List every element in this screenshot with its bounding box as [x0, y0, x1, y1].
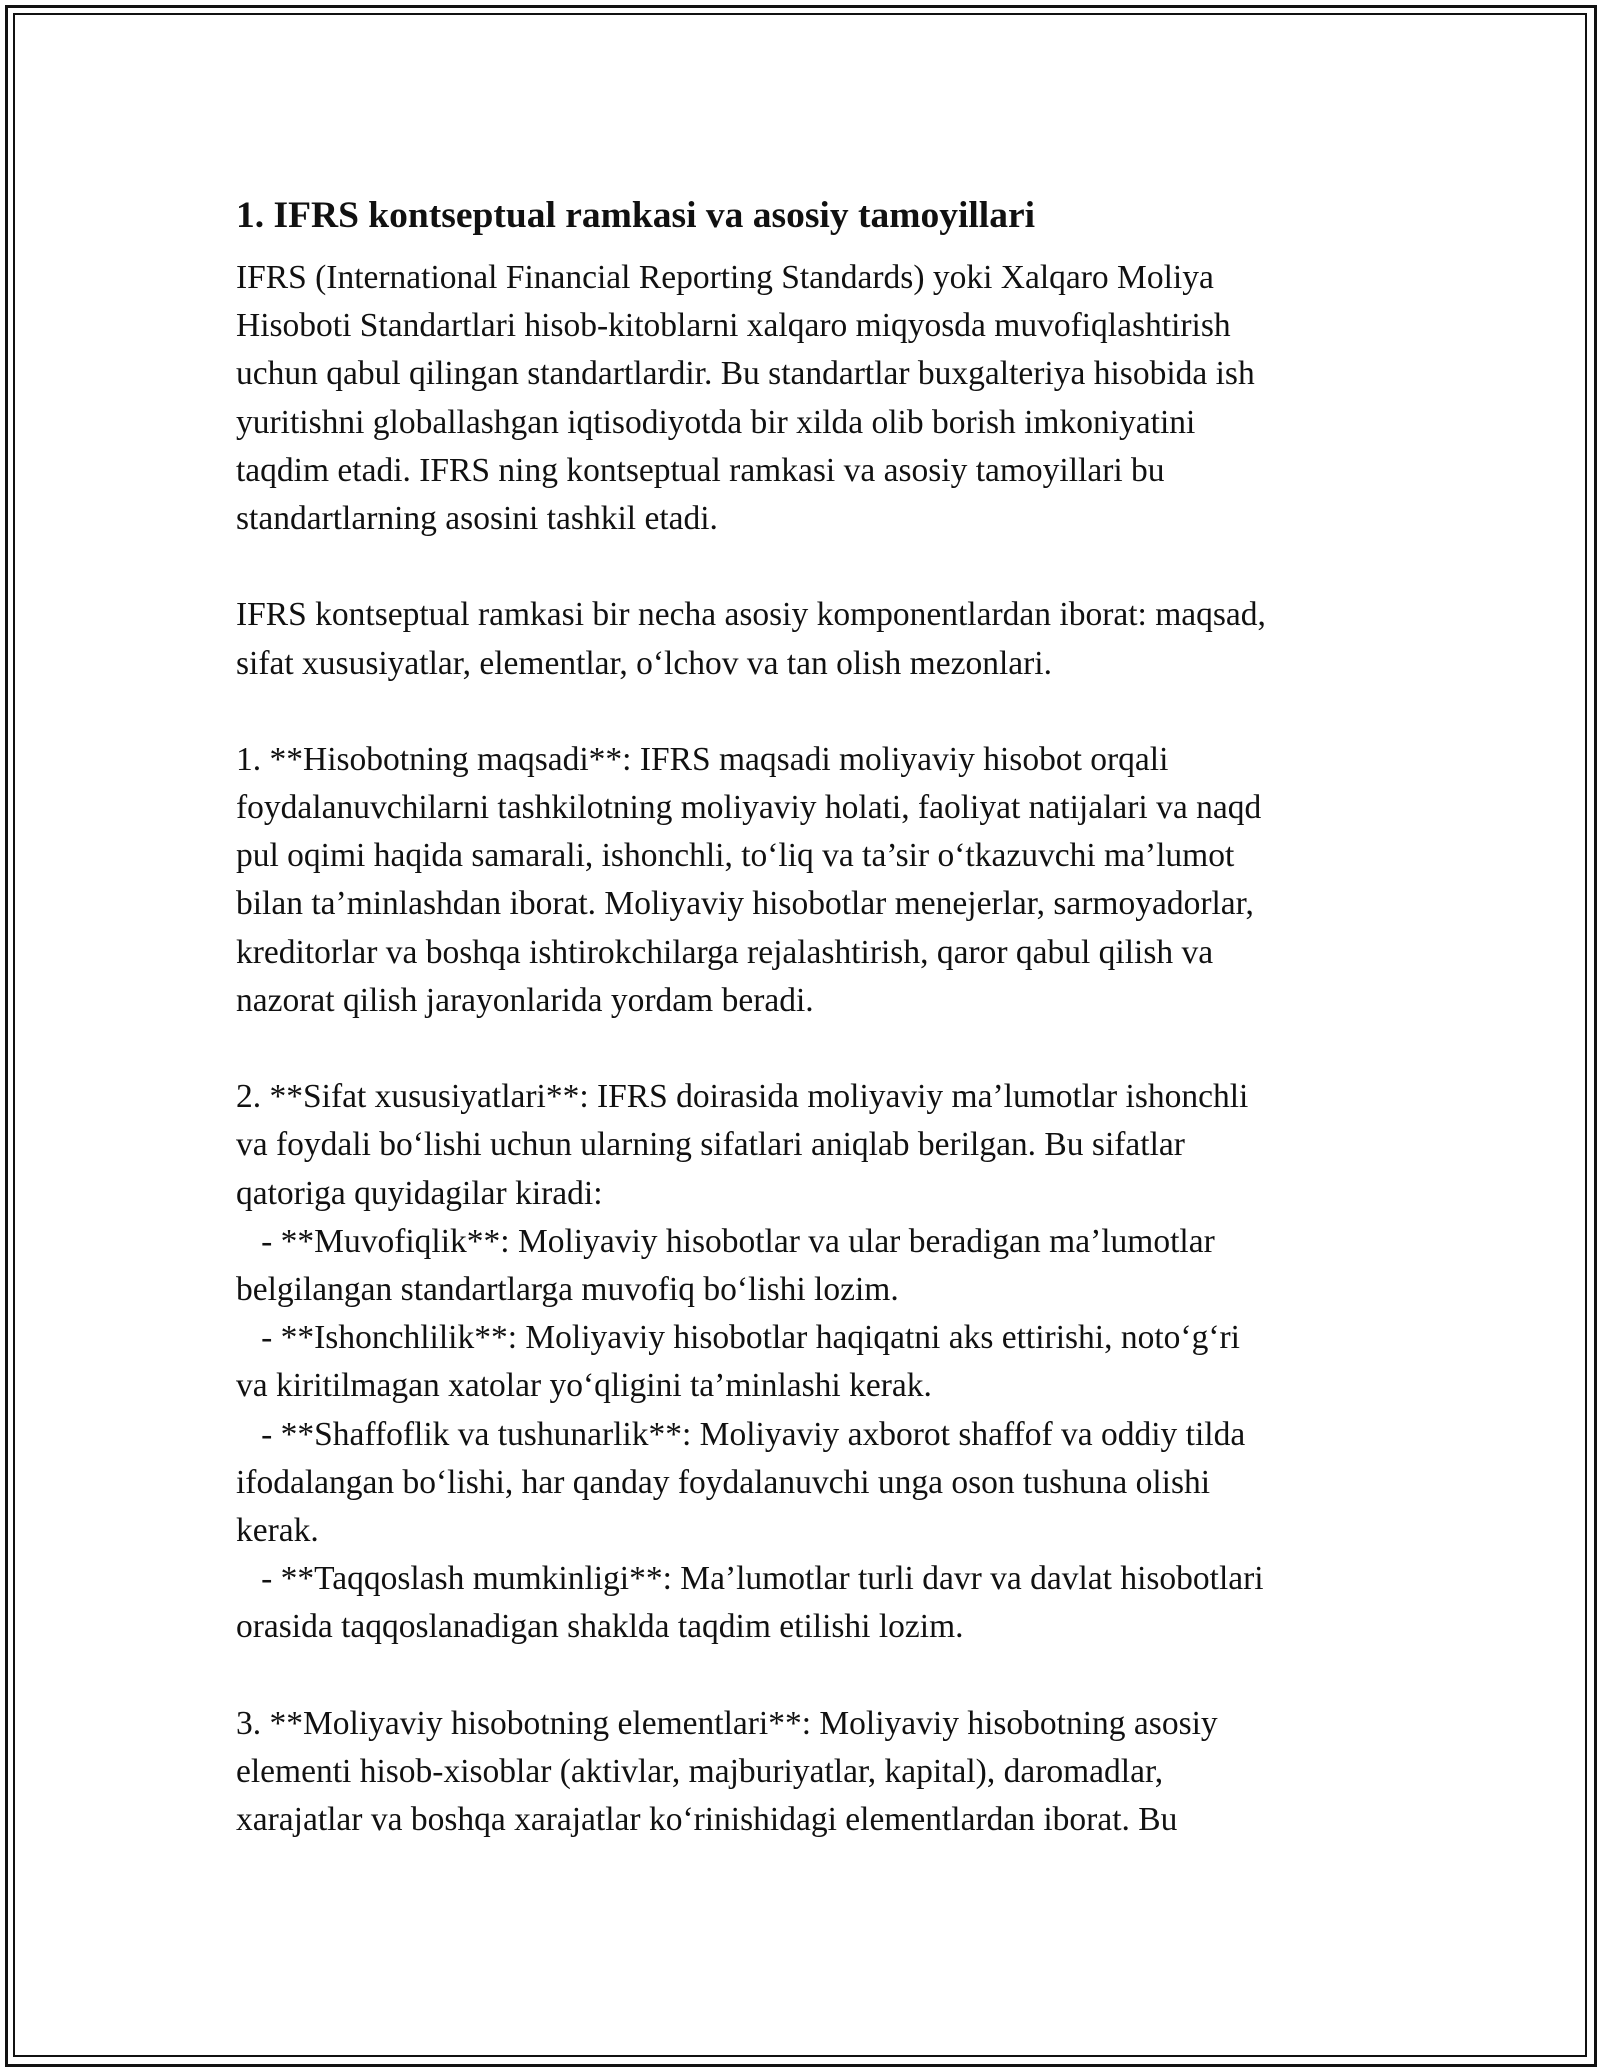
paragraph-gap [236, 1025, 1366, 1073]
paragraph-line: IFRS kontseptual ramkasi bir necha asosiy komponentlardan iborat: maqsad, [236, 596, 1266, 634]
paragraph-gap [236, 1651, 1366, 1699]
paragraph [236, 254, 1366, 543]
paragraph-line: xarajatlar va boshqa xarajatlar ko‘rinishidagi elementlardan iborat. Bu [236, 1801, 1178, 1838]
paragraph-line: kreditorlar va boshqa ishtirokchilarga rejalashtirish, qaror qabul qilish va [236, 933, 1214, 971]
paragraph-line: 1. **Hisobotning maqsadi**: IFRS maqsadi moliyaviy hisobot orqali [236, 740, 1169, 778]
paragraph-line: foydalanuvchilarni tashkilotning moliyaviy holati, faoliyat natijalari va naqd [236, 789, 1262, 827]
paragraph-line: nazorat qilish jarayonlarida yordam beradi. [236, 981, 814, 1019]
paragraph-line: sifat xususiyatlar, elementlar, o‘lchov va tan olish mezonlari. [236, 644, 1052, 682]
paragraph-line: - **Muvofiqlik**: Moliyaviy hisobotlar va ular beradigan ma’lumotlar [236, 1222, 1215, 1260]
paragraph-line: 3. **Moliyaviy hisobotning elementlari**: Moliyaviy hisobotning asosiy [236, 1704, 1218, 1742]
paragraph-gap [236, 688, 1366, 736]
paragraph-line: Hisoboti Standartlari hisob-kitoblarni xalqaro miqyosda muvofiqlashtirish [236, 307, 1231, 345]
paragraph-line: va foydali bo‘lishi uchun ularning sifatlari aniqlab berilgan. Bu sifatlar [236, 1126, 1185, 1164]
paragraph-line: - **Ishonchlilik**: Moliyaviy hisobotlar haqiqatni aks ettirishi, noto‘g‘ri [236, 1319, 1240, 1357]
paragraph-line: - **Shaffoflik va tushunarlik**: Moliyaviy axborot shaffof va oddiy tilda [236, 1415, 1246, 1453]
paragraph-line: pul oqimi haqida samarali, ishonchli, to‘liq va ta’sir o‘tkazuvchi ma’lumot [236, 837, 1235, 875]
section-title: 1. IFRS kontseptual ramkasi va asosiy tamoyillari [236, 195, 1036, 236]
paragraph-line: standartlarning asosini tashkil etadi. [236, 499, 718, 537]
paragraph-line: qatoriga quyidagilar kiradi: [236, 1174, 603, 1212]
paragraph-line: elementi hisob-xisoblar (aktivlar, majburiyatlar, kapital), daromadlar, [236, 1752, 1164, 1790]
paragraph-line: yuritishni globallashgan iqtisodiyotda bir xilda olib borish imkoniyatini [236, 403, 1196, 441]
paragraph-line: 2. **Sifat xususiyatlari**: IFRS doirasida moliyaviy ma’lumotlar ishonchli [236, 1078, 1249, 1116]
paragraph-line: taqdim etadi. IFRS ning kontseptual ramkasi va asosiy tamoyillari bu [236, 451, 1165, 489]
paragraph-line: uchun qabul qilingan standartlardir. Bu standartlar buxgalteriya hisobida ish [236, 355, 1255, 393]
paragraph-line: IFRS (International Financial Reporting Standards) yoki Xalqaro Moliya [236, 259, 1214, 296]
paragraph-line: ifodalangan bo‘lishi, har qanday foydalanuvchi unga oson tushuna olishi [236, 1463, 1211, 1501]
paragraph [236, 591, 1366, 687]
paragraph [236, 1700, 1366, 1845]
paragraph-line: orasida taqqoslanadigan shaklda taqdim etilishi lozim. [236, 1608, 964, 1646]
paragraph [236, 1073, 1366, 1651]
paragraph-line: - **Taqqoslash mumkinligi**: Ma’lumotlar turli davr va davlat hisobotlari [236, 1560, 1264, 1598]
paragraph-line: va kiritilmagan xatolar yo‘qligini ta’minlashi kerak. [236, 1367, 932, 1405]
document-body [236, 186, 1366, 1844]
paragraph-line: belgilangan standartlarga muvofiq bo‘lishi lozim. [236, 1270, 899, 1308]
paragraph-gap [236, 543, 1366, 591]
paragraph [236, 736, 1366, 1025]
paragraph-list [236, 254, 1366, 1844]
paragraph-line: bilan ta’minlashdan iborat. Moliyaviy hisobotlar menejerlar, sarmoyadorlar, [236, 885, 1254, 923]
paragraph-line: kerak. [236, 1511, 319, 1549]
